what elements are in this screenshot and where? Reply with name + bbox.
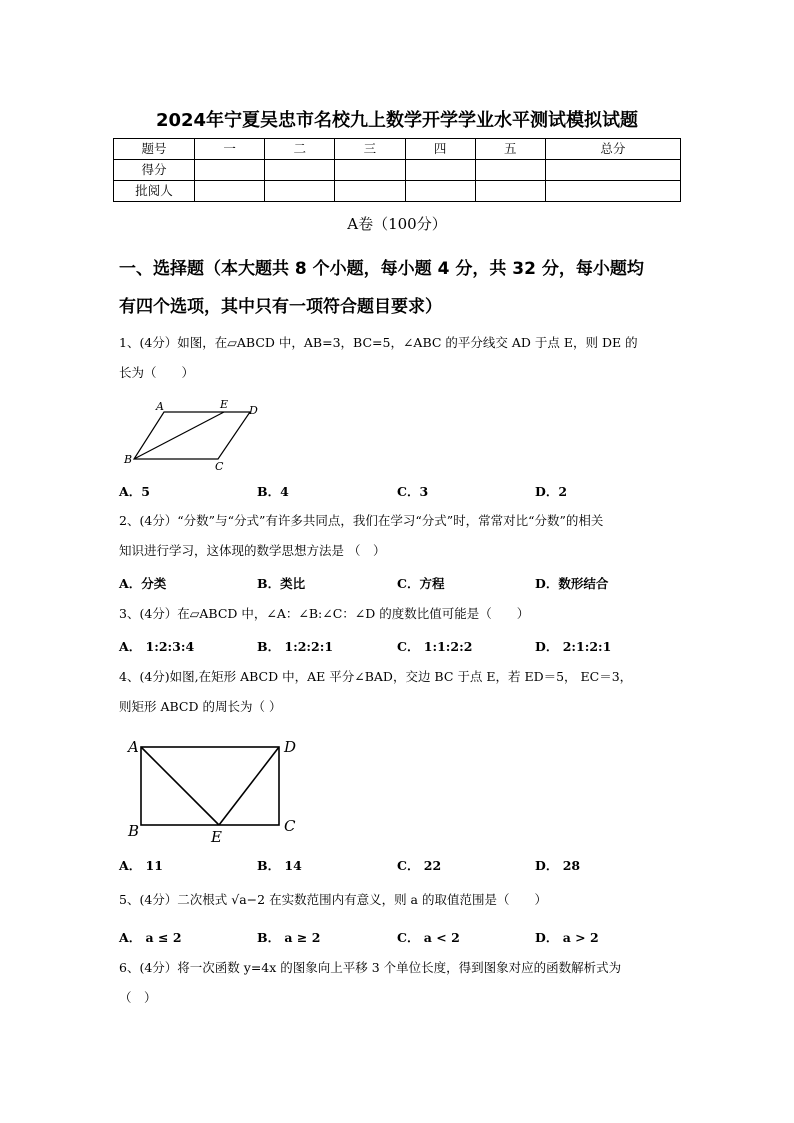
score-table-cell [335,181,405,202]
label-D: D [249,404,258,417]
question-2-line1: 2、(4分）“分数”与“分式”有许多共同点，我们在学习“分式”时，常常对比“分数”的相关 [119,513,604,528]
option-a: A． 11 [119,858,163,873]
score-table-cell: 五 [475,139,545,160]
score-table-cell [545,181,680,202]
score-table-cell [335,160,405,181]
label-A: A [156,400,164,413]
option-a: A．分类 [119,576,167,591]
option-d: D． 2:1:2:1 [535,639,612,654]
score-table-row [114,181,681,202]
label-E: E [220,398,229,411]
option-d: D．数形结合 [535,576,609,591]
option-a: A． 1:2:3:4 [119,639,195,654]
label-C: C [215,460,224,473]
score-table-cell: 得分 [114,160,195,181]
question-4-line1: 4、(4分)如图,在矩形 ABCD 中，AE 平分∠BAD，交边 BC 于点 E，若 ED＝5， EC＝3， [119,669,633,684]
score-table-cell [265,160,335,181]
option-c: C．3 [397,484,429,499]
option-d: D． 28 [535,858,581,873]
score-table-cell [475,181,545,202]
question-3-line1: 3、(4分）在▱ABCD 中，∠A：∠B:∠C：∠D 的度数比值可能是（ ） [119,606,530,621]
score-table-cell [195,181,265,202]
score-table-cell: 总分 [545,139,680,160]
label-B: B [128,822,140,840]
option-b: B． 1:2:2:1 [257,639,334,654]
option-a: A．5 [119,484,150,499]
score-table-cell [475,160,545,181]
score-table-cell [265,181,335,202]
score-table-cell: 题号 [114,139,195,160]
section-a-title: A卷（100分） [347,215,447,233]
score-table-cell [405,181,475,202]
score-table-cell [405,160,475,181]
question-1-line1: 1、(4分）如图，在▱ABCD 中，AB=3，BC=5，∠ABC 的平分线交 AD 于点 E，则 DE 的 [119,335,638,350]
option-b: B．4 [257,484,289,499]
option-b: B．类比 [257,576,306,591]
option-b: B． 14 [257,858,302,873]
score-table-cell: 批阅人 [114,181,195,202]
option-a: A． a ≤ 2 [119,930,182,945]
exam-title: 2024年宁夏吴忠市名校九上数学开学学业水平测试模拟试题 [155,110,639,131]
question-5-line1: 5、(4分）二次根式 √a−2 在实数范围内有意义，则 a 的取值范围是（ ） [119,892,547,907]
parallelogram-figure [118,398,268,474]
question-1-line2: 长为（ ） [119,365,195,380]
option-d: D．2 [535,484,568,499]
question-6-line2: （ ） [119,990,157,1005]
score-table-cell: 二 [265,139,335,160]
option-c: C． 22 [397,858,442,873]
label-E: E [211,828,222,846]
score-table-cell [545,160,680,181]
option-b: B． a ≥ 2 [257,930,321,945]
part1-heading-line2: 有四个选项，其中只有一项符合题目要求） [119,297,442,317]
label-D: D [284,738,297,756]
score-table-cell: 三 [335,139,405,160]
score-table [113,138,681,202]
option-c: C． a < 2 [397,930,460,945]
question-6-line1: 6、(4分）将一次函数 y=4x 的图象向上平移 3 个单位长度，得到图象对应的函数解析式为 [119,960,622,975]
score-table-header-row [114,139,681,160]
label-B: B [124,453,133,466]
question-2-line2: 知识进行学习，这体现的数学思想方法是 （ ） [119,543,386,558]
question-4-line2: 则矩形 ABCD 的周长为（ ） [119,699,282,714]
option-c: C．方程 [397,576,445,591]
score-table-row [114,160,681,181]
rectangle-figure [122,735,307,847]
score-table-cell [195,160,265,181]
option-d: D． a > 2 [535,930,599,945]
label-C: C [284,817,296,835]
score-table-cell: 四 [405,139,475,160]
score-table-cell: 一 [195,139,265,160]
label-A: A [128,738,139,756]
option-c: C． 1:1:2:2 [397,639,473,654]
part1-heading-line1: 一、选择题（本大题共 8 个小题，每小题 4 分，共 32 分，每小题均 [119,259,644,279]
